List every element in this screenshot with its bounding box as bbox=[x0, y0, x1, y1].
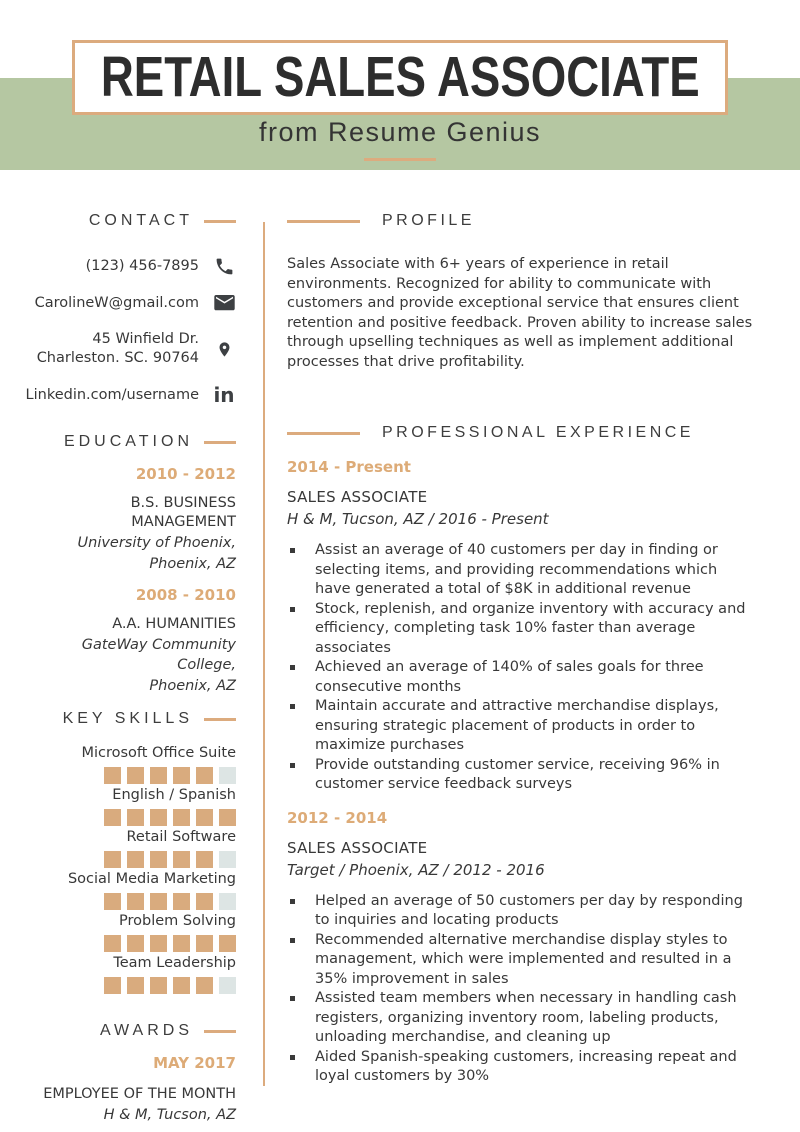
skill-square-filled bbox=[196, 977, 213, 994]
contact-section-heading bbox=[28, 212, 236, 230]
section-dash bbox=[204, 441, 236, 444]
skill-square-empty bbox=[219, 851, 236, 868]
skill-square-filled bbox=[196, 767, 213, 784]
job-bullet: Provide outstanding customer service, receiving 96% in customer service feedback surveys bbox=[287, 756, 757, 795]
skill-square-filled bbox=[173, 809, 190, 826]
skill-square-filled bbox=[173, 977, 190, 994]
phone-number: (123) 456-7895 bbox=[85, 258, 199, 274]
skill-square-filled bbox=[219, 935, 236, 952]
education-entry bbox=[28, 586, 236, 696]
skill-item bbox=[28, 912, 236, 952]
subtitle-divider bbox=[364, 158, 436, 161]
skill-square-filled bbox=[196, 851, 213, 868]
skill-level-bar bbox=[28, 851, 236, 868]
phone-icon bbox=[212, 256, 236, 277]
skill-item bbox=[28, 870, 236, 910]
email-address: CarolineW@gmail.com bbox=[34, 295, 199, 311]
profile-summary: Sales Associate with 6+ years of experience in retail environments. Recognized for ability to communicate with customers and provide exceptional service that ensures client retention and positive feedback. Proven ability to increase sales through upselling techniques as well as implement additional processes that drive profitability. bbox=[287, 256, 753, 370]
experience-section-heading bbox=[287, 424, 757, 442]
job-bullet: Aided Spanish-speaking customers, increasing repeat and loyal customers by 30% bbox=[287, 1048, 757, 1087]
contact-item-email bbox=[28, 294, 236, 313]
contact-item-phone bbox=[28, 256, 236, 277]
skills-list bbox=[28, 744, 236, 994]
skill-square-filled bbox=[150, 809, 167, 826]
skill-square-empty bbox=[219, 893, 236, 910]
experience-heading-label: PROFESSIONAL EXPERIENCE bbox=[382, 424, 694, 441]
skill-square-filled bbox=[150, 893, 167, 910]
key-skills-heading-label: KEY SKILLS bbox=[62, 710, 193, 727]
skill-name: Microsoft Office Suite bbox=[81, 745, 236, 761]
skill-square-filled bbox=[150, 935, 167, 952]
skill-square-filled bbox=[196, 935, 213, 952]
education-school: University of Phoenix, bbox=[77, 535, 236, 551]
skill-level-bar bbox=[28, 935, 236, 952]
job-dates: 2014 - Present bbox=[287, 458, 411, 476]
skill-square-filled bbox=[127, 893, 144, 910]
skill-name: Social Media Marketing bbox=[67, 871, 236, 887]
education-section bbox=[28, 433, 236, 696]
job-title: SALES ASSOCIATE bbox=[287, 838, 428, 857]
linkedin-handle: Linkedin.com/username bbox=[25, 386, 199, 403]
skill-item bbox=[28, 954, 236, 994]
job-bullet: Maintain accurate and attractive merchandise displays, ensuring strategic placement of products in order to maximize purchases bbox=[287, 697, 757, 756]
awards-section-heading bbox=[28, 1022, 236, 1040]
job-bullet-list bbox=[287, 541, 757, 795]
skill-square-filled bbox=[150, 851, 167, 868]
skill-square-filled bbox=[104, 893, 121, 910]
content-area bbox=[0, 212, 800, 1125]
education-location: Phoenix, AZ bbox=[149, 678, 236, 694]
education-entry bbox=[28, 465, 236, 574]
skill-item bbox=[28, 786, 236, 826]
skill-square-filled bbox=[104, 977, 121, 994]
skill-square-filled bbox=[127, 767, 144, 784]
address-line-1: 45 Winfield Dr. bbox=[92, 331, 199, 347]
profile-section-heading bbox=[287, 212, 757, 230]
skill-level-bar bbox=[28, 977, 236, 994]
award-title: EMPLOYEE OF THE MONTH bbox=[43, 1086, 236, 1102]
education-school: GateWay Community College, bbox=[81, 637, 236, 673]
skill-square-filled bbox=[150, 767, 167, 784]
skill-square-filled bbox=[104, 935, 121, 952]
skill-square-filled bbox=[196, 893, 213, 910]
skill-name: Problem Solving bbox=[119, 913, 236, 929]
skill-square-filled bbox=[150, 977, 167, 994]
job-entry bbox=[287, 458, 757, 795]
skill-square-filled bbox=[127, 809, 144, 826]
profile-heading-label: PROFILE bbox=[382, 212, 475, 229]
section-dash bbox=[287, 432, 360, 435]
award-dates: MAY 2017 bbox=[153, 1054, 236, 1072]
job-bullet: Helped an average of 50 customers per day by responding to inquiries and locating products bbox=[287, 892, 757, 931]
education-location: Phoenix, AZ bbox=[149, 556, 236, 572]
skill-square-filled bbox=[104, 851, 121, 868]
title-box bbox=[72, 40, 728, 115]
skill-square-filled bbox=[104, 809, 121, 826]
skill-square-filled bbox=[173, 935, 190, 952]
skill-name: Team Leadership bbox=[113, 955, 236, 971]
contact-item-linkedin bbox=[25, 383, 236, 407]
page-subtitle: from Resume Genius bbox=[258, 117, 542, 147]
skill-square-filled bbox=[173, 851, 190, 868]
street-address bbox=[37, 330, 199, 368]
job-dates: 2012 - 2014 bbox=[287, 808, 388, 827]
skill-item bbox=[28, 828, 236, 868]
page-title: RETAIL SALES ASSOCIATE bbox=[100, 45, 700, 109]
skill-level-bar bbox=[28, 767, 236, 784]
skill-square-empty bbox=[219, 977, 236, 994]
job-title: SALES ASSOCIATE bbox=[287, 488, 428, 506]
skill-level-bar bbox=[28, 809, 236, 826]
location-icon bbox=[212, 338, 236, 361]
main-column bbox=[287, 212, 757, 1087]
job-meta: Target / Phoenix, AZ / 2012 - 2016 bbox=[287, 860, 545, 879]
skill-level-bar bbox=[28, 893, 236, 910]
skill-name: English / Spanish bbox=[112, 787, 236, 803]
skill-square-filled bbox=[127, 935, 144, 952]
education-dates: 2010 - 2012 bbox=[135, 465, 236, 483]
section-dash bbox=[287, 220, 360, 223]
education-degree: A.A. HUMANITIES bbox=[112, 616, 236, 632]
sidebar bbox=[25, 212, 236, 1125]
skill-square-filled bbox=[104, 767, 121, 784]
contact-heading-label: CONTACT bbox=[88, 212, 193, 229]
section-dash bbox=[204, 1030, 236, 1033]
key-skills-section-heading bbox=[28, 710, 236, 728]
job-bullet: Recommended alternative merchandise display styles to management, which were implemented and resulted in a 35% improvement in sales bbox=[287, 931, 757, 990]
education-heading-label: EDUCATION bbox=[63, 433, 193, 450]
linkedin-icon: in bbox=[213, 383, 235, 407]
skill-square-filled bbox=[196, 809, 213, 826]
job-bullet-list bbox=[287, 892, 757, 1087]
job-bullet: Achieved an average of 140% of sales goals for three consecutive months bbox=[287, 658, 757, 697]
skill-square-filled bbox=[173, 893, 190, 910]
section-dash bbox=[204, 718, 236, 721]
skill-square-filled bbox=[219, 809, 236, 826]
skill-square-empty bbox=[219, 767, 236, 784]
education-dates: 2008 - 2010 bbox=[135, 586, 236, 604]
awards-heading-label: AWARDS bbox=[99, 1022, 193, 1039]
skill-square-filled bbox=[173, 767, 190, 784]
address-line-2: Charleston. SC. 90764 bbox=[36, 350, 199, 366]
skill-square-filled bbox=[127, 851, 144, 868]
section-dash bbox=[204, 220, 236, 223]
awards-section bbox=[28, 1022, 236, 1125]
education-section-heading bbox=[28, 433, 236, 451]
skill-name: Retail Software bbox=[126, 829, 236, 845]
education-degree: B.S. BUSINESS MANAGEMENT bbox=[130, 495, 236, 530]
contact-item-address bbox=[28, 330, 236, 368]
skill-item bbox=[28, 744, 236, 784]
job-bullet: Assisted team members when necessary in handling cash registers, organizing inventory room, labeling products, unloading merchandise, and cleaning up bbox=[287, 989, 757, 1048]
skill-square-filled bbox=[127, 977, 144, 994]
job-bullet: Stock, replenish, and organize inventory with accuracy and efficiency, completing task 10% faster than average associates bbox=[287, 600, 757, 659]
job-entry bbox=[287, 809, 757, 1087]
job-meta: H & M, Tucson, AZ / 2016 - Present bbox=[287, 510, 549, 528]
column-divider bbox=[263, 222, 265, 1086]
job-bullet: Assist an average of 40 customers per day in finding or selecting items, and providing recommendations which have generated a total of $8K in additional revenue bbox=[287, 541, 757, 600]
award-org: H & M, Tucson, AZ bbox=[103, 1107, 236, 1123]
mail-icon bbox=[212, 295, 236, 312]
award-entry bbox=[28, 1054, 236, 1125]
key-skills-section bbox=[28, 710, 236, 994]
